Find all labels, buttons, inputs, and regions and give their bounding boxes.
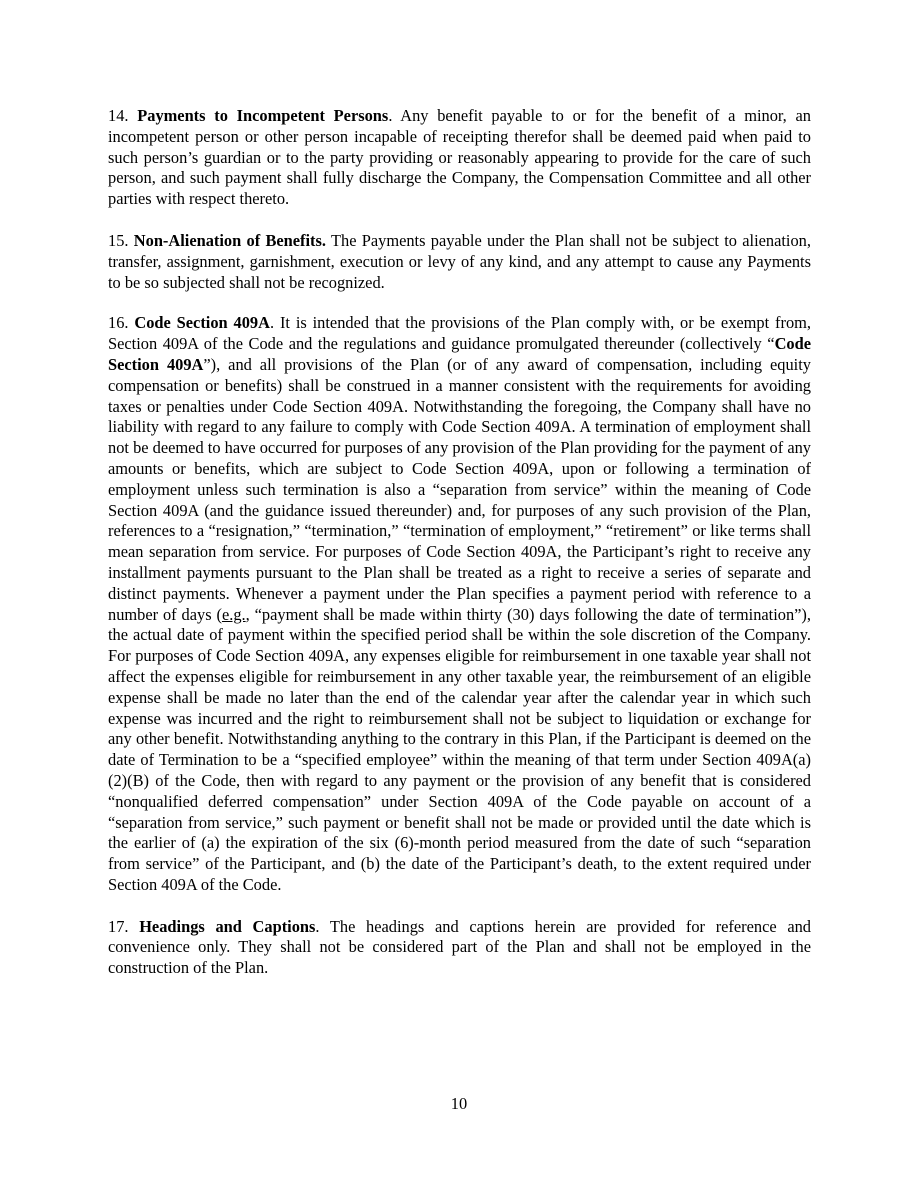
section-14-heading: Payments to Incompetent Persons — [137, 106, 389, 125]
section-15-number: 15. — [108, 230, 129, 250]
section-15-body: The Payments payable under the Plan shall not be subject to alienation, transfer, assignment, garnishment, execution or levy of any kind, and any attempt to cause any Payments to be so subjected shall not be recognized. — [108, 230, 811, 292]
page-number: 10 — [450, 1094, 468, 1113]
section-16-heading: Code Section 409A — [134, 313, 270, 333]
section-16-paragraph — [108, 313, 811, 895]
section-16-defined-term: Code Section 409A — [108, 334, 811, 374]
section-15-heading: Non-Alienation of Benefits. — [133, 230, 326, 250]
section-17-paragraph — [108, 917, 811, 979]
section-16-number: 16. — [108, 313, 129, 333]
section-14-number: 14. — [108, 106, 129, 125]
section-17-number: 17. — [108, 916, 129, 936]
section-14-body: . Any benefit payable to or for the benefit of a minor, an incompetent person or other person incapable of receipting therefor shall be deemed paid when paid to such person’s guardian or to the party providing or reasonably appearing to provide for the care of such person, and such payment shall fully discharge the Company, the Compensation Committee and all other parties with respect thereto. — [108, 106, 811, 209]
section-14-paragraph — [108, 106, 811, 210]
section-16-body-part1: . It is intended that the provisions of the Plan comply with, or be exempt from, Section 409A of the Code and the regulations and guidance promulgated thereunder (collectively “ — [108, 313, 811, 354]
section-16-eg: e.g. — [221, 604, 246, 624]
document-page — [108, 106, 811, 979]
section-16-body-part3: , “payment shall be made within thirty (30) days following the date of termination”), the actual date of payment within the specified period shall be within the sole discretion of the Company. For purposes of Code Section 409A, any expenses eligible for reimbursement in one taxable year shall not affect the expenses eligible for reimbursement in any other taxable year, the reimbursement of an eligible expense shall be made no later than the end of the calendar year after the calendar year in which such expense was incurred and the right to reimbursement shall not be subject to liquidation or exchange for any other benefit. Notwithstanding anything to the contrary in this Plan, if the Participant is deemed on the date of Termination to be a “specified employee” within the meaning of that term under Section 409A(a)(2)(B) of the Code, then with regard to any payment or the provision of any benefit that is considered “nonqualified deferred compensation” under Section 409A of the Code payable on account of a “separation from service,” such payment or benefit shall not be made or provided until the date which is the earlier of (a) the expiration of the six (6)-month period measured from the date of such “separation from service” of the Participant, and (b) the date of the Participant’s death, to the extent required under Section 409A of the Code. — [108, 604, 811, 894]
section-17-body: . The headings and captions herein are provided for reference and convenience only. They shall not be considered part of the Plan and shall not be employed in the construction of the Plan. — [108, 916, 811, 978]
section-16-body-part2: ”), and all provisions of the Plan (or of any award of compensation, including equity compensation or benefits) shall be construed in a manner consistent with the requirements for avoiding taxes or penalties under Code Section 409A. Notwithstanding the foregoing, the Company shall have no liability with regard to any failure to comply with Code Section 409A. A termination of employment shall not be deemed to have occurred for purposes of any provision of the Plan providing for the payment of any amounts or benefits, which are subject to Code Section 409A, upon or following a termination of employment unless such termination is also a “separation from service” within the meaning of Code Section 409A (and the guidance issued thereunder) and, for purposes of any such provision of the Plan, references to a “resignation,” “termination,” “termination of employment,” “retirement” or like terms shall mean separation from service. For purposes of Code Section 409A, the Participant’s right to receive any installment payments pursuant to the Plan shall be treated as a right to receive a series of separate and distinct payments. Whenever a payment under the Plan specifies a payment period with reference to a number of days ( — [108, 354, 811, 624]
section-17-heading: Headings and Captions — [139, 916, 316, 936]
section-15-paragraph — [108, 231, 811, 293]
